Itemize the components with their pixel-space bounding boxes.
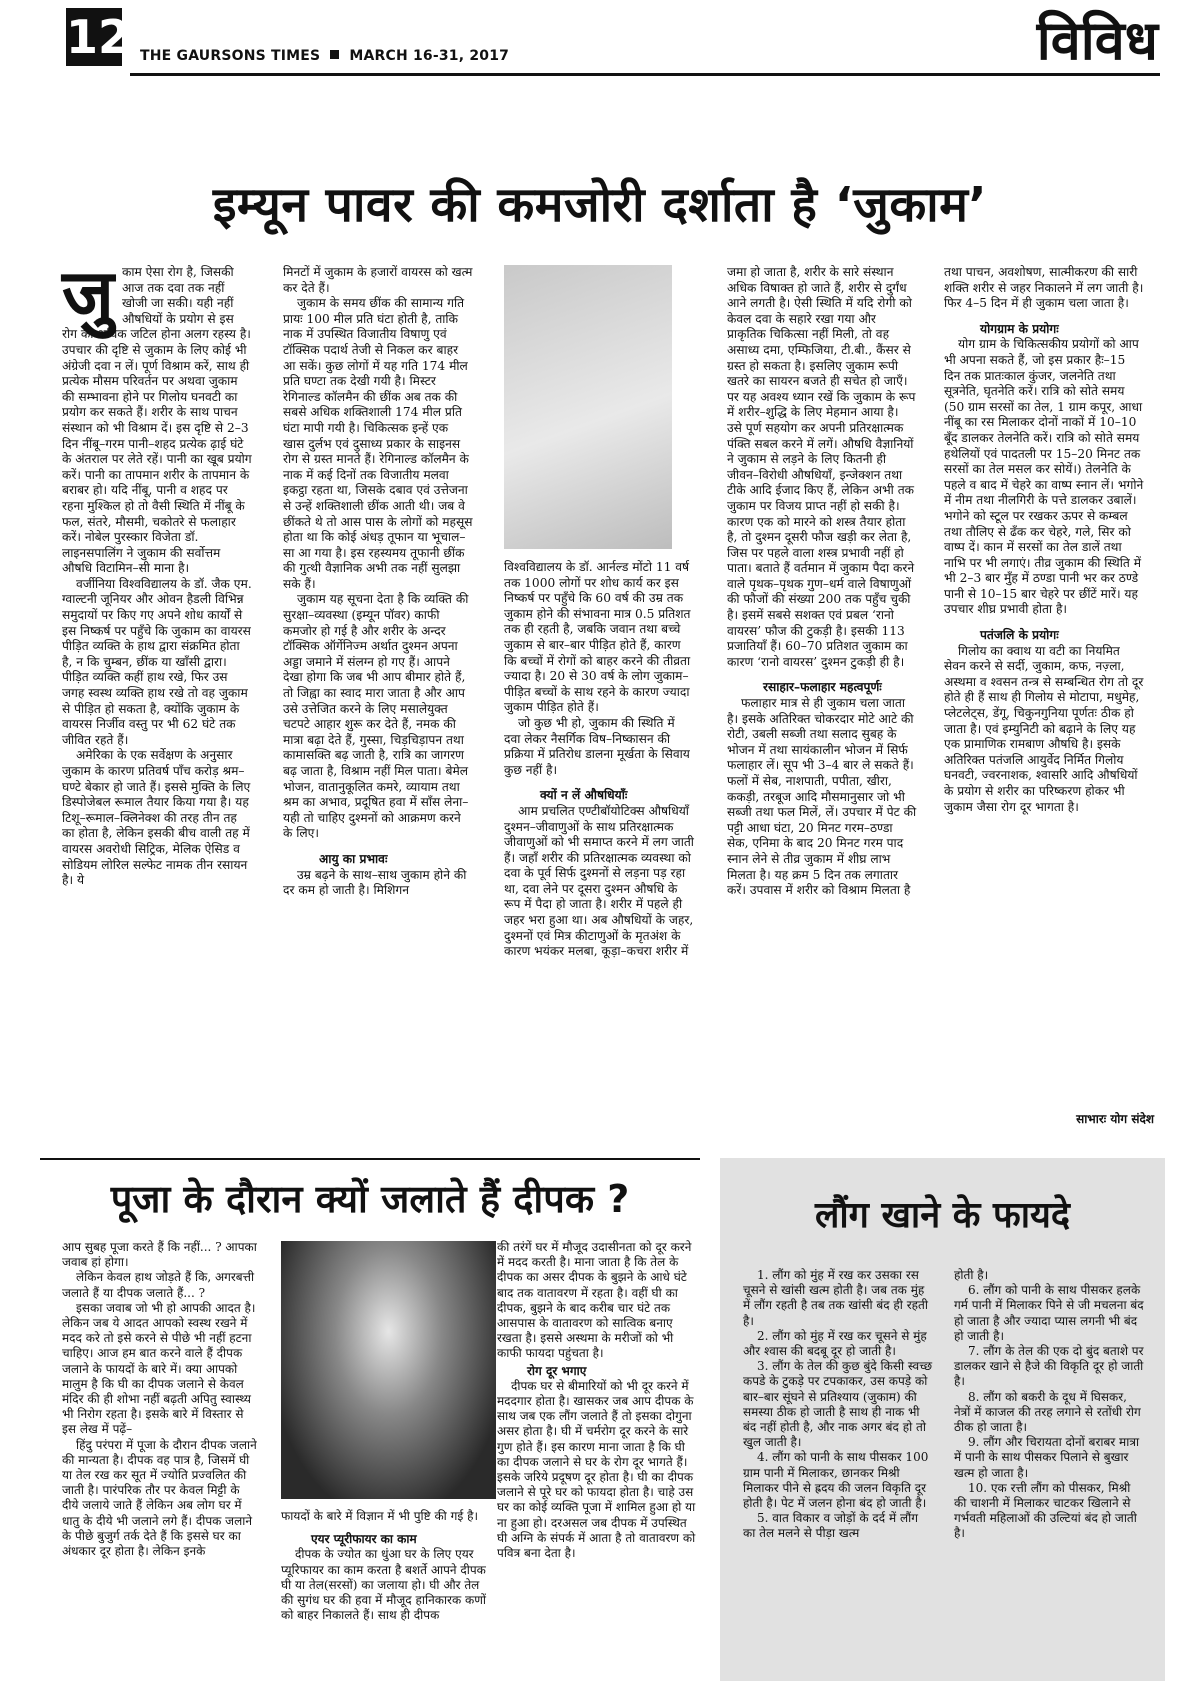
paragraph: वर्जीनिया विश्वविद्यालय के डॉ. जैक एम. ग्वाल्टनी जूनियर और ओवन हैडली विभिन्न समुदायों पर किए गए अपने शोध कार्यों से इस निष्कर्ष पर पहुँचे कि जुकाम का वायरस पीड़ित व्यक्ति के हाथ द्वारा संक्रमित होता है, न कि चुम्बन, छींक या खाँसी द्वारा। पीड़ित व्यक्ति कहीं हाथ रखे, फिर उस जगह स्वस्थ व्यक्ति हाथ रखे तो वह जुकाम से पीड़ित हो सकता है, क्योंकि जुकाम के वायरस निर्जीव वस्तु पर भी 62 घंटे तक जीवित रहते हैं। xyxy=(62,576,252,747)
lamp-photo xyxy=(281,1241,496,1499)
paragraph: आम प्रचलित एण्टीबॉयोटिक्स औषधियाँ दुश्मन–जीवाणुओं के साथ प्रतिरक्षात्मक जीवाणुओं को भी समाप्त करने में लग जाती हैं। जहाँ शरीर की प्रतिरक्षात्मक व्यवस्था को दवा के पूर्व सिर्फ दुश्मनों से लड़ना पड़ रहा था, दवा लेने पर दूसरा दुश्मन औषधि के रूप में पैदा हो जाता है। शरीर में पहले ही जहर भरा हुआ था। अब औषधियों के जहर, दुश्मनों एवं मित्र कीटाणुओं के मृतअंश के कारण भयंकर मलबा, कूड़ा–कचरा शरीर में xyxy=(504,803,694,959)
article1-column-3 xyxy=(504,560,694,960)
list-item: 6. लौंग को पानी के साथ पीसकर हलके गर्म पानी में मिलाकर पिने से जी मचलना बंद हो जाता है और ज्यादा प्यास लगनी भी बंद हो जाती है। xyxy=(954,1283,1144,1343)
paragraph: विश्वविद्यालय के डॉ. आर्नल्ड मोंटो 11 वर्ष तक 1000 लोगों पर शोध कार्य कर इस निष्कर्ष पर पहुँचे कि 60 वर्ष की उम्र तक जुकाम होने की संभावना मात्र 0.5 प्रतिशत तक ही रहती है, जबकि जवान तथा बच्चे जुकाम से बार–बार पीड़ित होते हैं, कारण कि बच्चों में रोगों को बाहर करने की तीव्रता ज्यादा है। 20 से 30 वर्ष के लोग जुकाम–पीड़ित बच्चों के साथ रहने के कारण ज्यादा जुकाम पीड़ित होते हैं। xyxy=(504,560,691,715)
section-title: विविध xyxy=(1036,8,1158,72)
paragraph: की तरंगें घर में मौजूद उदासीनता को दूर करने में मदद करती है। माना जाता है कि तेल के दीपक का असर दीपक के बुझने के आधे घंटे बाद तक वातावरण में रहता है। वहीं घी का दीपक, बुझने के बाद करीब चार घंटे तक आसपास के वातावरण को सात्विक बनाए रखता है। इससे अस्थमा के मरीजों को भी काफी फायदा पहुंचता है। xyxy=(497,1240,692,1361)
list-item: 9. लौंग और चिरायता दोनों बराबर मात्रा में पानी के साथ पीसकर पिलाने से बुखार खत्म हो जाता है। xyxy=(954,1435,1140,1480)
subheading: आयु का प्रभावः xyxy=(319,851,388,866)
paragraph: दीपक के ज्योत का धुंआ घर के लिए एयर प्यूरिफायर का काम करता है बशर्ते आपने दीपक घी या तेल(सरसों) का जलाया हो। घी और तेल की सुगंध घर की हवा में मौजूद हानिकारक कणों को बाहर निकालते हैं। साथ ही दीपक xyxy=(281,1547,486,1623)
page-number: 12 xyxy=(66,10,131,64)
subheading: योगग्राम के प्रयोगः xyxy=(980,321,1059,336)
subheading: पतंजलि के प्रयोगः xyxy=(980,628,1059,643)
list-item: 8. लौंग को बकरी के दूध में घिसकर, नेत्रों में काजल की तरह लगाने से रतोंधी रोग ठीक हो जाता है। xyxy=(954,1389,1141,1435)
paragraph: दीपक घर से बीमारियों को भी दूर करने में मददगार होता है। खासकर जब आप दीपक के साथ जब एक लौंग जलाते हैं तो इसका दोगुना असर होता है। घी में चर्मरोग दूर करने के सारे गुण होते हैं। इस कारण माना जाता है कि घी का दीपक जलाने से घर के रोग दूर भागते हैं। इसके जरिये प्रदूषण दूर होता है। घी का दीपक जलाने से पूरे घर को फायदा होता है। चाहे उस घर का कोई व्यक्ति पूजा में शामिल हुआ हो या ना हुआ हो। दरअसल जब दीपक में उपस्थित घी अग्नि के संपर्क में आता है तो वातावरण को पवित्र बना देता है। xyxy=(497,1378,696,1561)
source-credit: साभारः योग संदेश xyxy=(1076,1112,1154,1126)
paragraph: मिनटों में जुकाम के हजारों वायरस को खत्म कर देते हैं। xyxy=(283,265,473,295)
article2-column-1 xyxy=(62,1240,257,1559)
paragraph: तथा पाचन, अवशोषण, सात्मीकरण की सारी शक्ति शरीर से जहर निकालने में लग जाती है। फिर 4–5 दिन में ही जुकाम चला जाता है। xyxy=(944,265,1144,311)
paragraph: जुकाम के समय छींक की सामान्य गति प्रायः 100 मील प्रति घंटा होती है, ताकि नाक में उपस्थित विजातीय विषाणु एवं टॉक्सिक पदार्थ तेजी से निकल कर बाहर आ सकें। कुछ लोगों में यह गति 174 मील प्रति घण्टा तक देखी गयी है। मिस्टर रेगिनाल्ड कॉलमैन की छींक अब तक की सबसे अधिक शक्तिशाली 174 मील प्रति घंटा मापी गयी है। चिकित्सक इन्हें एक खास दुर्लभ एवं दुसाध्य प्रकार के साइनस रोग से ग्रस्त मानते हैं। रेगिनाल्ड कॉलमैन के नाक में कई दिनों तक विजातीय मलवा इकट्ठा रहता था, जिसके दबाव एवं उत्तेजना से उन्हें शक्तिशाली छींक आती थी। जब वे छींकते थे तो आस पास के लोगों को महसूस होता था कि कोई अंधड़ तूफान या भूचाल–सा आ गया है। इस रहस्यमय तूफानी छींक की गुत्थी वैज्ञानिक अभी तक नहीं सुलझा सके हैं। xyxy=(283,296,473,591)
subheading: एयर प्यूरीफायर का काम xyxy=(311,1532,417,1547)
paragraph: इसका जवाब जो भी हो आपकी आदत है। लेकिन जब ये आदत आपको स्वस्थ रखने में मदद करे तो इसे करने से पीछे भी नहीं हटना चाहिए। आज हम बात करने वाले हैं दीपक जलाने के फायदों के बारे में। क्या आपको मालुम है कि घी का दीपक जलाने से केवल मंदिर की ही शोभा नहीं बढ़ती अपितु स्वास्थ्य भी निरोग रहता है। इसके बारे में विस्तार से इस लेख में पढ़ें– xyxy=(62,1300,256,1437)
article2-column-2 xyxy=(281,1509,486,1623)
list-item: 10. एक रत्ती लौंग को पीसकर, मिश्री की चाशनी में मिलाकर चाटकर खिलाने से गर्भवती महिलाओं की उल्टियां बंद हो जाती है। xyxy=(954,1480,1137,1541)
article1-column-4 xyxy=(727,265,917,899)
separator-square xyxy=(330,50,339,59)
paragraph: लेकिन केवल हाथ जोड़ते हैं कि, अगरबत्ती जलाते हैं या दीपक जलाते हैं... ? xyxy=(62,1270,255,1300)
paragraph: जमा हो जाता है, शरीर के सारे संस्थान अधिक विषाक्त हो जाते हैं, शरीर से दुर्गंध आने लगती है। ऐसी स्थिति में यदि रोगी को केवल दवा के सहारे रखा गया और प्राकृतिक चिकित्सा नहीं मिली, तो वह असाध्य दमा, एम्फिजिया, टी.बी., कैंसर से ग्रस्त हो सकता है। इसलिए जुकाम रूपी खतरे का सायरन बजते ही सचेत हो जाएँ। पर यह अवश्य ध्यान रखें कि जुकाम के रूप में शरीर–शुद्धि के लिए मेहमान आया है। उसे पूर्ण सहयोग कर अपनी प्रतिरक्षात्मक पंक्ति सबल करने में लगें। औषधि वैज्ञानियों ने जुकाम से लड़ने के लिए कितनी ही जीवन–विरोधी औषधियाँ, इन्जेक्शन तथा टीके आदि ईजाद किए हैं, लेकिन अभी तक जुकाम पर विजय प्राप्त नहीं हो सकी है। कारण एक को मारने को शस्त्र तैयार होता है, तो दुश्मन दूसरी फौज खड़ी कर लेता है, जिस पर पहले वाला शस्त्र प्रभावी नहीं हो पाता। बताते हैं वर्तमान में जुकाम पैदा करने वाले पृथक–पृथक गुण–धर्म वाले विषाणुओं की फौजों की संख्या 200 तक पहुँच चुकी है। इसमें सबसे सशक्त एवं प्रबल ‘रानो वायरस’ फौज की टुकड़ी है। इसकी 113 प्रजातियाँ हैं। 60–70 प्रतिशत जुकाम का कारण ‘रानो वायरस’ दुश्मन टुकड़ी ही है। xyxy=(727,265,916,669)
sneezing-woman-photo xyxy=(504,265,672,549)
issue-date: MARCH 16-31, 2017 xyxy=(349,48,510,64)
list-item: 5. वात विकार व जोड़ों के दर्द में लौंग का तेल मलने से पीड़ा खत्म xyxy=(743,1511,918,1541)
paragraph: फलाहार मात्र से ही जुकाम चला जाता है। इसके अतिरिक्त चोकरदार मोटे आटे की रोटी, उबली सब्जी तथा सलाद सुबह के भोजन में तथा सायंकालीन भोजन में सिर्फ फलाहार लें। सूप भी 3–4 बार ले सकते हैं। फलों में सेब, नाशपाती, पपीता, खीरा, ककड़ी, तरबूज आदि मौसमानुसार जो भी सब्जी तथा फल मिलें, लें। उपचार में पेट की पट्टी आधा घंटा, 20 मिनट गरम–ठण्डा सेक, एनिमा के बाद 20 मिनट गरम पाद स्नान लेने से तीव्र जुकाम में शीघ्र लाभ मिलता है। यह क्रम 5 दिन तक लगातार करें। उपवास में शरीर को विश्राम मिलता है xyxy=(727,696,917,898)
list-item: होती है। xyxy=(954,1268,989,1282)
article2-column-3 xyxy=(497,1240,697,1561)
article-title-laung: लौंग खाने के फायदे xyxy=(814,1195,1071,1236)
paragraph: जुकाम यह सूचना देता है कि व्यक्ति की सुरक्षा–व्यवस्था (इम्यून पॉवर) काफी कमजोर हो गई है और शरीर के अन्दर टॉक्सिक ऑर्गेनिज्म अर्थात दुश्मन अपना अड्डा जमाने में संलग्न हो गए हैं। आपने देखा होगा कि जब भी आप बीमार होते हैं, तो जिह्वा का स्वाद मारा जाता है और आप उसे उत्तेजित करने के लिए मसालेयुक्त चटपटे आहार शुरू कर देते हैं, नमक की मात्रा बढ़ा देते हैं, गुस्सा, चिड़चिड़ापन तथा कामासक्ति बढ़ जाती है, रात्रि का जागरण बढ़ जाता है, विश्राम नहीं मिल पाता। बेमेल भोजन, वातानुकूलित कमरे, व्यायाम तथा श्रम का अभाव, प्रदूषित हवा में साँस लेना– यही तो चाहिए दुश्मनों को आक्रमण करने के लिए। xyxy=(283,592,469,841)
list-item: 3. लौंग के तेल की कुछ बुंदे किसी स्वच्छ कपडे के टुकड़े पर टपकाकर, उस कपड़े को बार–बार सूंघने से प्रतिश्याय (जुकाम) की समस्या ठीक हो जाती है साथ ही नाक भी बंद नहीं होती है, और नाक अगर बंद हो तो खुल जाती है। xyxy=(743,1359,933,1450)
article-title-jukam: इम्यून पावर की कमजोरी दर्शाता है ‘जुकाम’ xyxy=(212,177,988,233)
newspaper-name: THE GAURSONS TIMES xyxy=(140,48,321,64)
masthead-rule xyxy=(130,73,1160,76)
drop-cap: जु xyxy=(62,254,114,336)
list-item: 4. लौंग को पानी के साथ पीसकर 100 ग्राम पानी में मिलाकर, छानकर मिश्री मिलाकर पीने से ह्रदय की जलन विकृति दूर होती है। पेट में जलन होना बंद हो जाती है। xyxy=(743,1450,929,1511)
paragraph: आप सुबह पूजा करते हैं कि नहीं... ? आपका जवाब हां होगा। xyxy=(62,1240,257,1270)
paragraph: जो कुछ भी हो, जुकाम की स्थिति में दवा लेकर नैसर्गिक विष–निष्कासन की प्रक्रिया में प्रतिरोध डालना मूर्खता के सिवाय कुछ नहीं है। xyxy=(504,715,690,777)
section-divider xyxy=(40,1158,700,1160)
subheading: रसाहार–फलाहार महत्वपूर्णः xyxy=(763,680,882,695)
list-item: 1. लौंग को मुंह में रख कर उसका रस चूसने से खांसी खत्म होती है। जब तक मुंह में लौंग रहती है तब तक खांसी बंद ही रहती है। xyxy=(743,1268,928,1328)
paragraph: हिंदु परंपरा में पूजा के दौरान दीपक जलाने की मान्यता है। दीपक वह पात्र है, जिसमें घी या तेल रख कर सूत में ज्योति प्रज्वलित की जाती है। पारंपरिक तौर पर केवल मिट्टी के दीये जलाये जाते हैं लेकिन अब लोग घर में धातु के दीये भी जलाने लगे हैं। दीपक जलाने के पीछे बुजुर्ग तर्क देते हैं कि इससे घर का अंधकार दूर होता है। लेकिन इनके xyxy=(62,1437,257,1559)
article1-column-1 xyxy=(62,254,252,889)
paragraph: गिलोय का क्वाथ या वटी का नियमित सेवन करने से सर्दी, जुकाम, कफ, नज़्ला, अस्थमा व श्वसन तन्त्र से सम्बन्धित रोग तो दूर होते ही हैं साथ ही गिलोय से मोटापा, मधुमेह, प्लेटलेट्स, डेंगू, चिकुनगुनिया पूर्णतः ठीक हो जाता है। एवं इम्युनिटी को बढ़ाने के लिए यह एक प्रामाणिक रामबाण औषधि है। इसके अतिरिक्त पतंजलि आयुर्वेद निर्मित गिलोय घनवटी, ज्वरनाशक, श्वासरि आदि औषधियों के प्रयोग से शरीर का परिष्करण होकर भी जुकाम जैसा रोग दूर भागता है। xyxy=(944,643,1144,814)
article3-column-2 xyxy=(954,1268,1144,1542)
article3-column-1 xyxy=(743,1268,933,1542)
paragraph: उम्र बढ़ने के साथ–साथ जुकाम होने की दर कम हो जाती है। मिशिगन xyxy=(283,867,467,898)
masthead xyxy=(140,48,509,64)
list-item: 2. लौंग को मुंह में रख कर चूसने से मुंह और श्वास की बदबू दूर हो जाती है। xyxy=(743,1328,927,1359)
article-title-deepak: पूजा के दौरान क्यों जलाते हैं दीपक ? xyxy=(110,1177,630,1221)
subheading: क्यों न लें औषधियाँः xyxy=(540,788,628,803)
paragraph: फायदों के बारे में विज्ञान में भी पुष्टि की गई है। xyxy=(281,1509,478,1523)
paragraph: जुकाम ऐसा रोग है, जिसकी आज तक दवा तक नहीं खोजी जा सकी। यही नहीं औषधियों के प्रयोग से इस रोग का अधिक जटिल होना अलग रहस्य है। उपचार की दृष्टि से जुकाम के लिए कोई भी अंग्रेजी दवा न लें। पूर्ण विश्राम करें, साथ ही प्रत्येक मौसम परिवर्तन पर अथवा जुकाम की सम्भावना होने पर गिलोय घनवटी का प्रयोग कर सकते हैं। शरीर के साथ पाचन संस्थान को भी विश्राम दें। इस दृष्टि से 2–3 दिन नींबू–गरम पानी–शहद प्रत्येक ढ़ाई घंटे के अंतराल पर लेते रहें। पानी का खूब प्रयोग करें। पानी का तापमान शरीर के तापमान के बराबर हो। यदि नींबू, पानी व शहद पर रहना मुश्किल हो तो वैसी स्थिति में नींबू के फल, संतरे, मौसमी, चकोतरे से फलाहार करें। नोबेल पुरस्कार विजेता डॉ. लाइनसपालिंग ने जुकाम की सर्वोत्तम औषधि विटामिन–सी माना है। xyxy=(62,254,252,576)
paragraph: अमेरिका के एक सर्वेक्षण के अनुसार जुकाम के कारण प्रतिवर्ष पाँच करोड़ श्रम–घण्टे बेकार हो जाते हैं। इससे मुक्ति के लिए डिस्पोजेबल रूमाल तैयार किया गया है। यह टिशू–रूमाल–क्लिनेक्श की तरह तीन तह का होता है, लेकिन इसकी बीच वाली तह में वायरस अवरोधी सिट्रिक, मेलिक ऐसिड व सोडियम लोरिल सल्फेट नामक तीन रसायन है। ये xyxy=(62,748,251,888)
list-item: 7. लौंग के तेल की एक दो बुंद बताशे पर डालकर खाने से हैजे की विकृति दूर हो जाती है। xyxy=(954,1344,1144,1389)
article1-column-2 xyxy=(283,265,473,899)
paragraph: योग ग्राम के चिकित्सकीय प्रयोगों को आप भी अपना सकते हैं, जो इस प्रकार हैः–15 दिन तक प्रातःकाल कुंजर, जलनेति तथा सूत्रनेति, घृतनेति करें। रात्रि को सोते समय (50 ग्राम सरसों का तेल, 1 ग्राम कपूर, आधा नींबू का रस मिलाकर दोनों नाकों में 10–10 बूँद डालकर तेलनेति करें। रात्रि को सोते समय हथेलियों एवं पादतली पर 15–20 मिनट तक सरसों का तेल मसल कर सोयें।) तेलनेति के पहले व बाद में चेहरे का वाष्प स्नान लें। भगोने में नीम तथा नीलगिरी के पत्ते डालकर उबालें। भगोने को स्टूल पर रखकर ऊपर से कम्बल तथा तौलिए से ढँक कर चेहरे, गले, सिर को वाष्प दें। कान में सरसों का तेल डालें तथा नाभि पर भी लगाएं। तीव्र जुकाम की स्थिति में भी 2–3 बार मुँह में ठण्डा पानी भर कर ठण्डे पानी से 10–15 बार चेहरे पर छींटें मारें। यह उपचार शीघ्र प्रभावी होता है। xyxy=(944,337,1144,617)
subheading: रोग दूर भगाए xyxy=(527,1363,587,1378)
article1-column-5 xyxy=(944,265,1144,815)
